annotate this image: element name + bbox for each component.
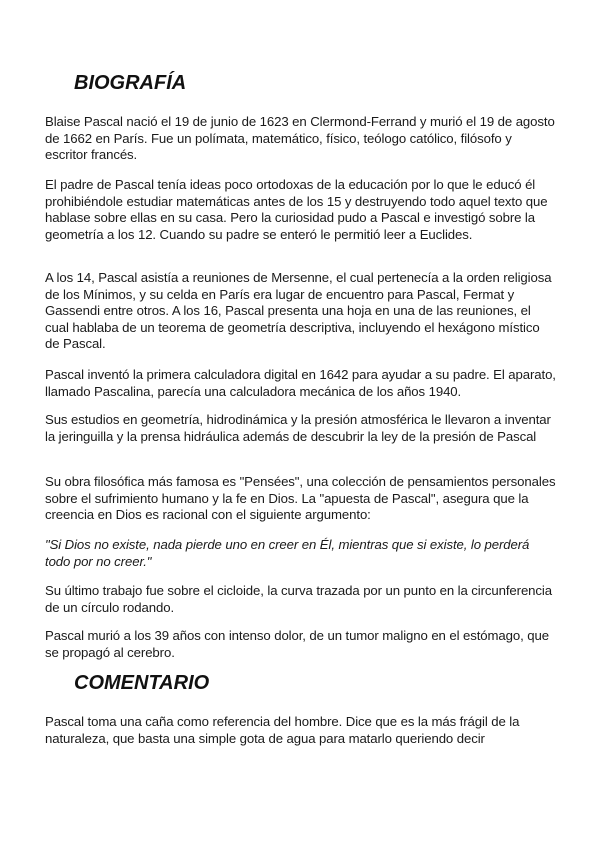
biografia-heading: BIOGRAFÍA <box>74 72 187 94</box>
paragraph-cycloid: Su último trabajo fue sobre el cicloide, la curva trazada por un punto en la circunferencia de un círculo rodando. <box>45 583 552 615</box>
comentario-heading: COMENTARIO <box>74 672 210 694</box>
paragraph-birth-death: Blaise Pascal nació el 19 de junio de 1623 en Clermond-Ferrand y murió el 19 de agosto de 1662 en París. Fue un polímata, matemático, físico, teólogo católico, filósofo y escritor francés. <box>45 114 555 162</box>
paragraph-death: Pascal murió a los 39 años con intenso dolor, de un tumor maligno en el estómago, que se propagó al cerebro. <box>45 628 549 660</box>
paragraph-quote: "Si Dios no existe, nada pierde uno en creer en Él, mientras que si existe, lo perderá todo por no creer." <box>45 537 530 569</box>
paragraph-mersenne: A los 14, Pascal asistía a reuniones de Mersenne, el cual pertenecía a la orden religiosa de los Mínimos, y su celda en París era lugar de encuentro para Pascal, Fermat y Gassendi entre otros. A los 16, Pascal presenta una hoja en una de las reuniones, el cual hablaba de un teorema de geometría descriptiva, incluyendo el hexágono místico de Pascal. <box>45 270 552 351</box>
paragraph-comentario: Pascal toma una caña como referencia del hombre. Dice que es la más frágil de la naturaleza, que basta una simple gota de agua para matarlo queriendo decir <box>45 714 520 746</box>
paragraph-studies: Sus estudios en geometría, hidrodinámica y la presión atmosférica le llevaron a inventar la jeringuilla y la prensa hidráulica además de descubrir la ley de la presión de Pascal <box>45 412 551 444</box>
paragraph-pensees: Su obra filosófica más famosa es "Pensées", una colección de pensamientos personales sobre el sufrimiento humano y la fe en Dios. La "apuesta de Pascal", asegura que la creencia en Dios es racional con el siguiente argumento: <box>45 474 556 522</box>
paragraph-education: El padre de Pascal tenía ideas poco ortodoxas de la educación por lo que le educó él prohibiéndole estudiar matemáticas antes de los 15 y destruyendo todo aquel texto que hablase sobre ellas en su casa. Pero la curiosidad pudo a Pascal e investigó sobre la geometría a los 12. Cuando su padre se enteró le permitió leer a Euclides. <box>45 177 548 242</box>
paragraph-pascalina: Pascal inventó la primera calculadora digital en 1642 para ayudar a su padre. El aparato, llamado Pascalina, parecía una calculadora mecánica de los años 1940. <box>45 367 556 399</box>
